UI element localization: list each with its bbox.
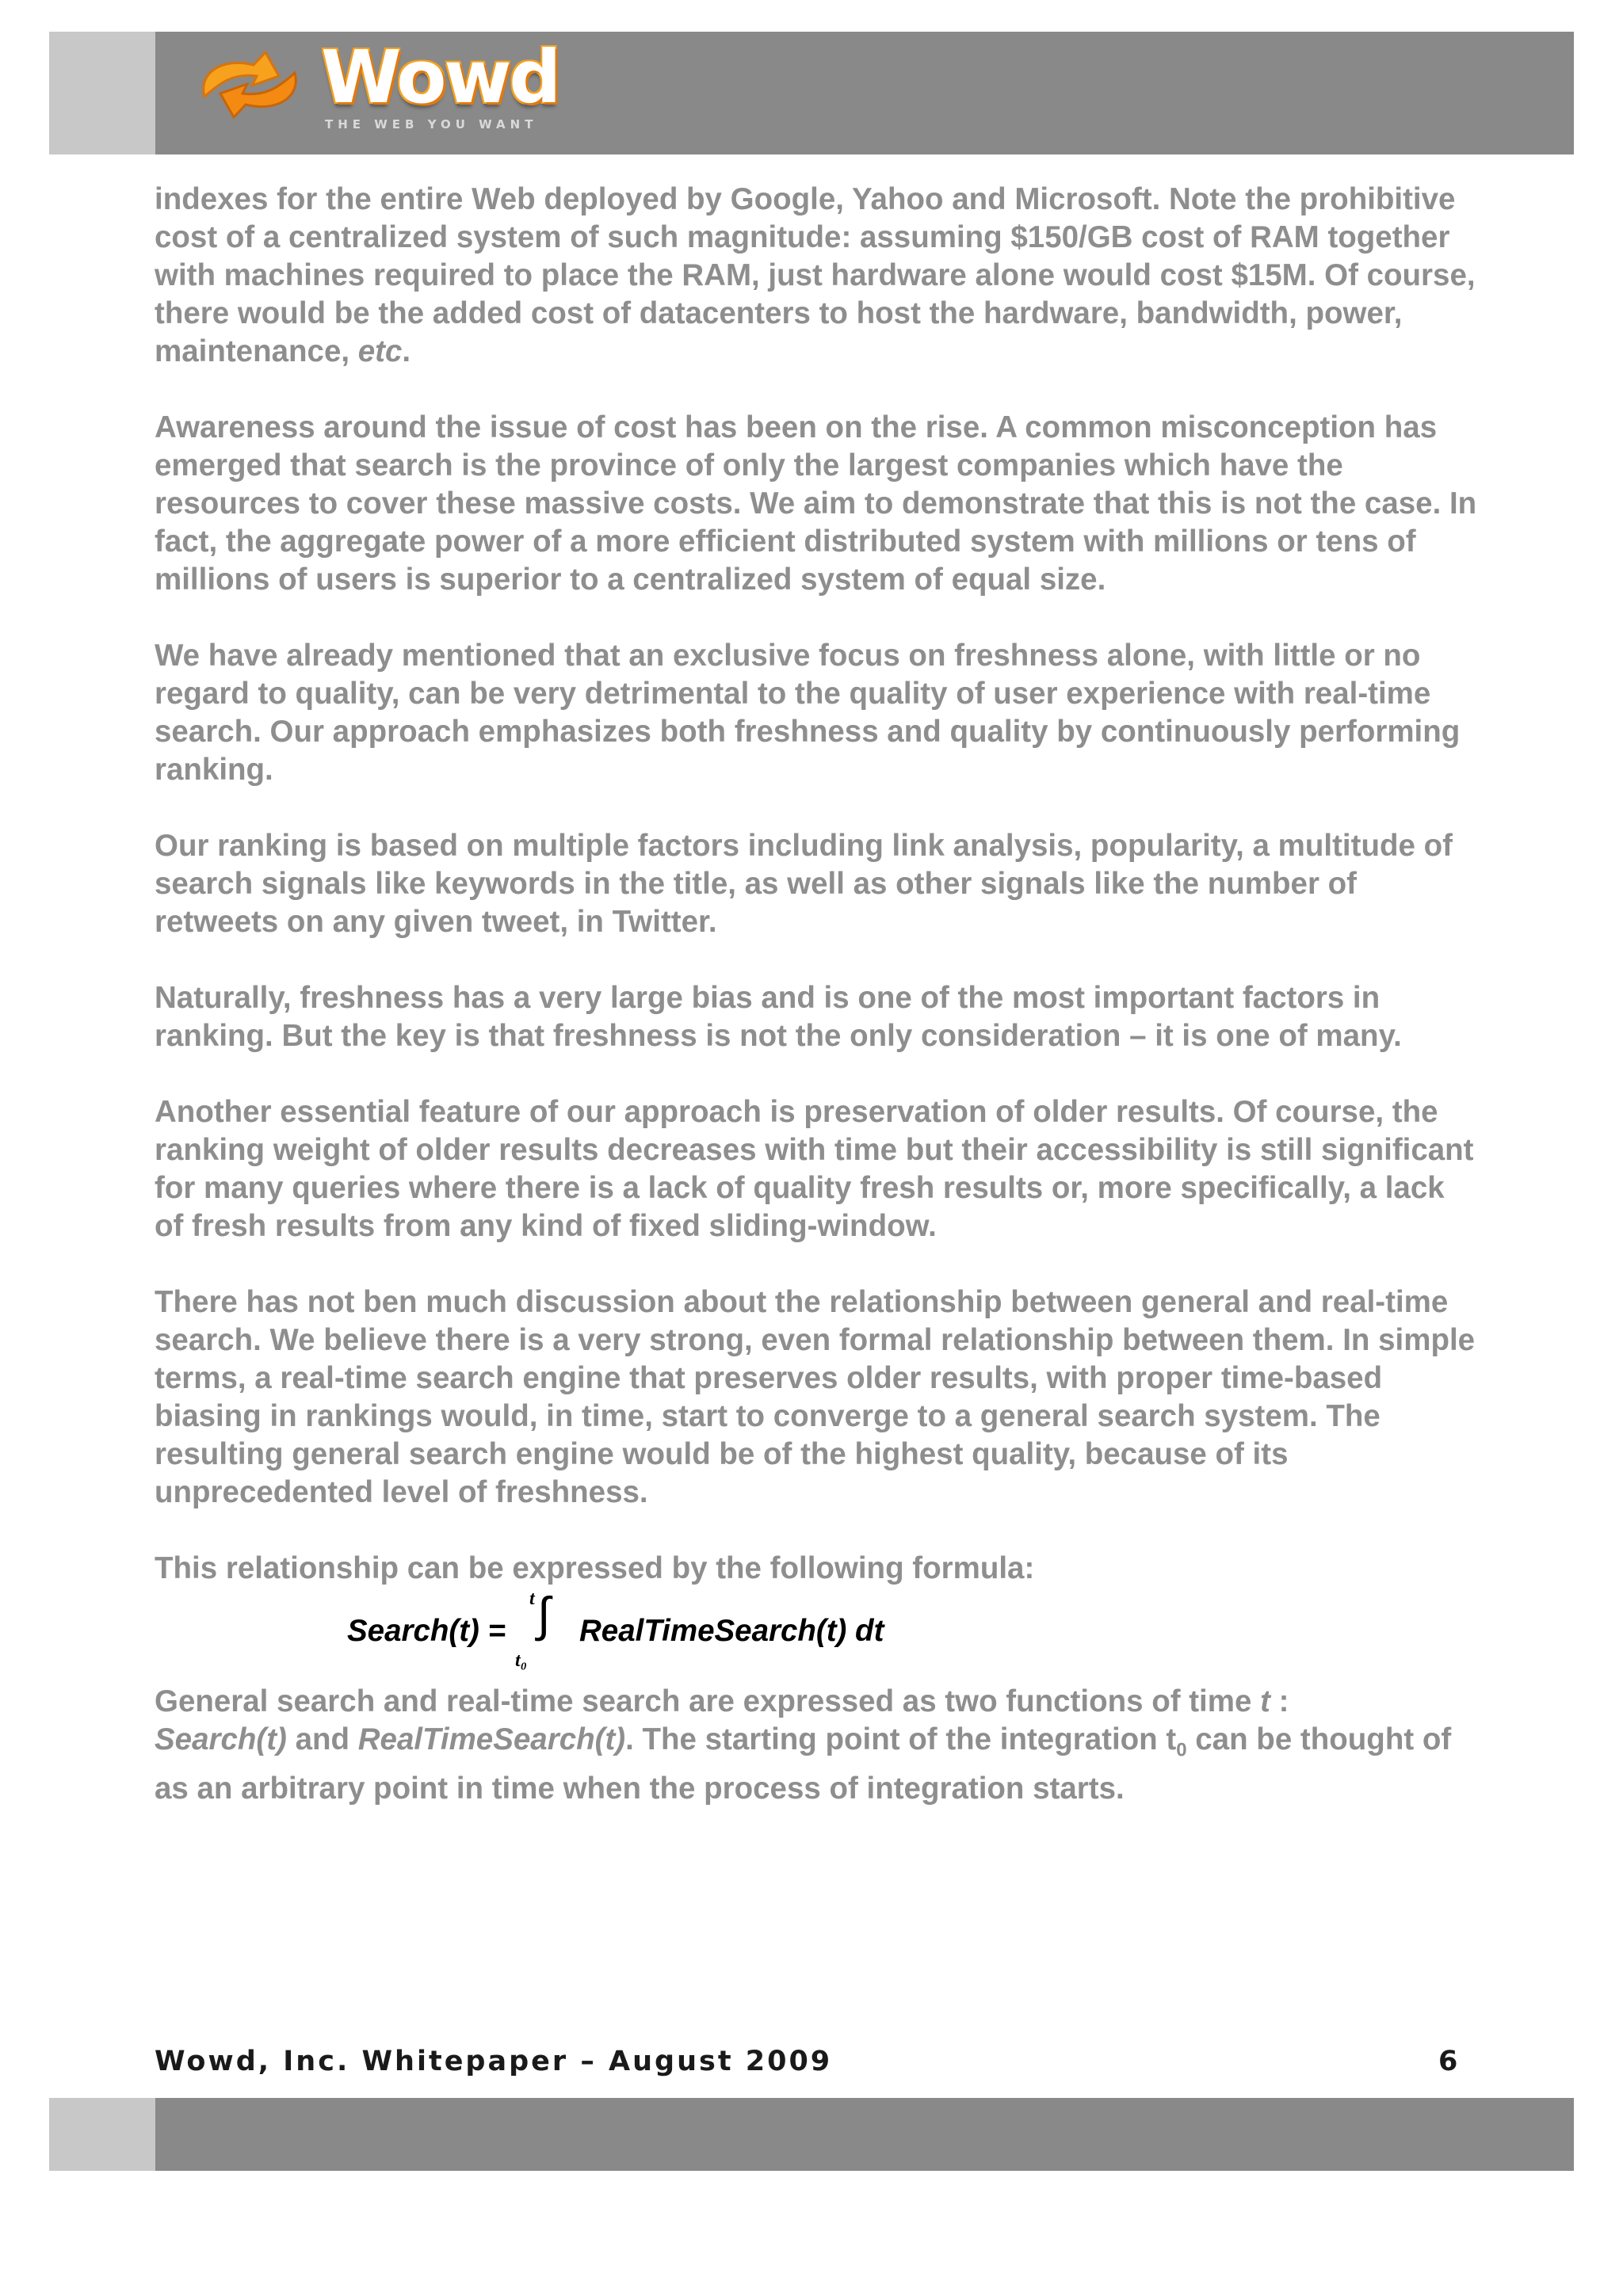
header-band-left <box>49 32 155 154</box>
formula-upper-limit: t <box>529 1589 535 1609</box>
integral-symbol: ∫ <box>537 1588 551 1641</box>
formula-left: Search(t) = <box>347 1614 506 1648</box>
page-body <box>155 181 1478 1808</box>
paragraph-5: Naturally, freshness has a very large bias and is one of the most important factors in ranking. But the key is that freshness is not the only consideration – it is one of many. <box>155 981 1402 1053</box>
paragraph-8: This relationship can be expressed by the following formula: <box>155 1551 1035 1585</box>
paragraph-2: Awareness around the issue of cost has been on the rise. A common misconception has emerged that search is the province of only the largest companies which have the resources to cover these massive costs. We aim to demonstrate that this is not the case. In fact, the aggregate power of a more efficient distributed system with millions or tens of millions of users is superior to a centralized system of equal size. <box>155 410 1477 597</box>
page-number: 6 <box>1438 2046 1458 2077</box>
paragraph-9: General search and real-time search are expressed as two functions of time t : Search(t) and RealTimeSearch(t). The starting point of the integration $t_0$ can be thought of as an arbitrary point in time when the process of integration starts. <box>155 1684 1452 1806</box>
formula-lower-limit: t₀ <box>515 1650 528 1671</box>
logo-wordmark: Wowd <box>321 35 559 120</box>
footer-band-left <box>49 2098 155 2171</box>
hands-icon <box>190 41 309 128</box>
paragraph-6: Another essential feature of our approach is preservation of older results. Of course, the ranking weight of older results decreases with time but their accessibility is still significant for many queries where there is a lack of quality fresh results or, more specifically, a lack of fresh results from any kind of fixed sliding-window. <box>155 1095 1474 1243</box>
paragraph-1: indexes for the entire Web deployed by Google, Yahoo and Microsoft. Note the prohibitive cost of a centralized system of such magnitude: assuming $150/GB cost of RAM together with machines required to place the RAM, just hardware alone would cost $15M. Of course, there would be the added cost of datacenters to host the hardware, bandwidth, power, maintenance, etc. <box>155 182 1476 368</box>
wowd-logo <box>190 35 559 138</box>
footer-title: Wowd, Inc. Whitepaper – August 2009 <box>155 2046 833 2077</box>
integral-formula <box>155 1588 1478 1671</box>
paragraph-4: Our ranking is based on multiple factors including link analysis, popularity, a multitude of search signals like keywords in the title, as well as other signals like the number of retweets on any given tweet, in Twitter. <box>155 829 1453 939</box>
logo-tagline: THE WEB YOU WANT <box>325 117 538 132</box>
formula-right: RealTimeSearch(t) dt <box>579 1614 884 1648</box>
paragraph-7: There has not ben much discussion about the relationship between general and real-time search. We believe there is a very strong, even formal relationship between them. In simple terms, a real-time search engine that preserves older results, with proper time-based biasing in rankings would, in time, start to converge to a general search system. The resulting general search engine would be of the highest quality, because of its unprecedented level of freshness. <box>155 1285 1476 1509</box>
footer-band-right <box>155 2098 1574 2171</box>
paragraph-3: We have already mentioned that an exclusive focus on freshness alone, with little or no regard to quality, can be very detrimental to the quality of user experience with real-time search. Our approach emphasizes both freshness and quality by continuously performing ranking. <box>155 639 1461 787</box>
